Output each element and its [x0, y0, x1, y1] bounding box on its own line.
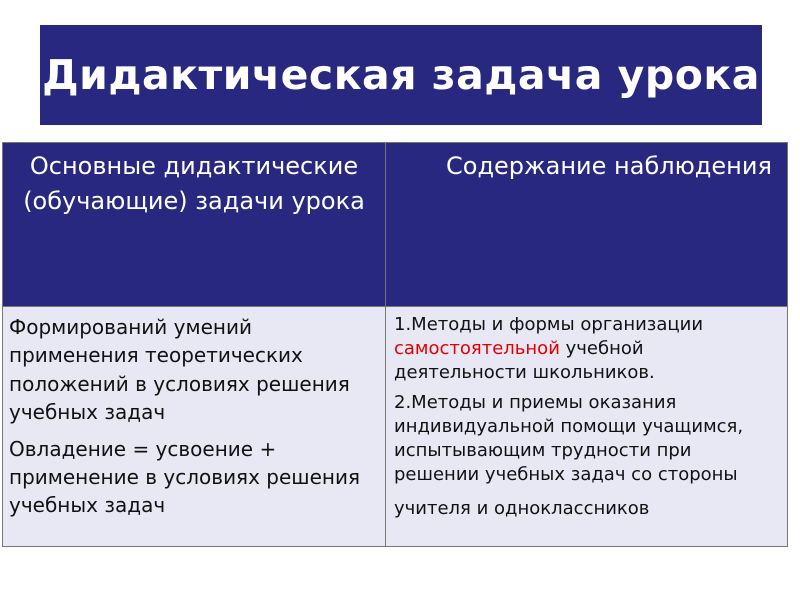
- column-header-observation: Содержание наблюдения: [386, 143, 788, 307]
- observation-item-2-continuation: учителя и одноклассников: [394, 497, 650, 519]
- table-header-row: [3, 143, 788, 307]
- tasks-paragraph-1: Формирований умений применения теоретических положений в условиях решения учебных задач: [9, 315, 350, 425]
- observation-item-1: [394, 313, 779, 385]
- table-row: [3, 307, 788, 547]
- tasks-paragraph-2: Овладение = усвоение + применение в условиях решения учебных задач: [9, 436, 360, 518]
- observation-cell: [386, 307, 788, 547]
- observation-item-1-prefix: 1.Методы и формы организации: [394, 314, 704, 335]
- observation-item-2: 2.Методы и приемы оказания индивидуальной помощи учащимся, испытывающим трудности при решении учебных задач со стороны: [394, 391, 744, 485]
- column-header-tasks: Основные дидактические (обучающие) задачи урока: [3, 143, 386, 307]
- page-title: Дидактическая задача урока: [42, 51, 760, 99]
- observation-item-1-suffix: учебной деятельности школьников.: [394, 337, 655, 383]
- didactic-table: [2, 142, 788, 547]
- highlighted-word: самостоятельной: [394, 337, 560, 359]
- title-banner: [40, 25, 762, 125]
- tasks-cell: [3, 307, 386, 547]
